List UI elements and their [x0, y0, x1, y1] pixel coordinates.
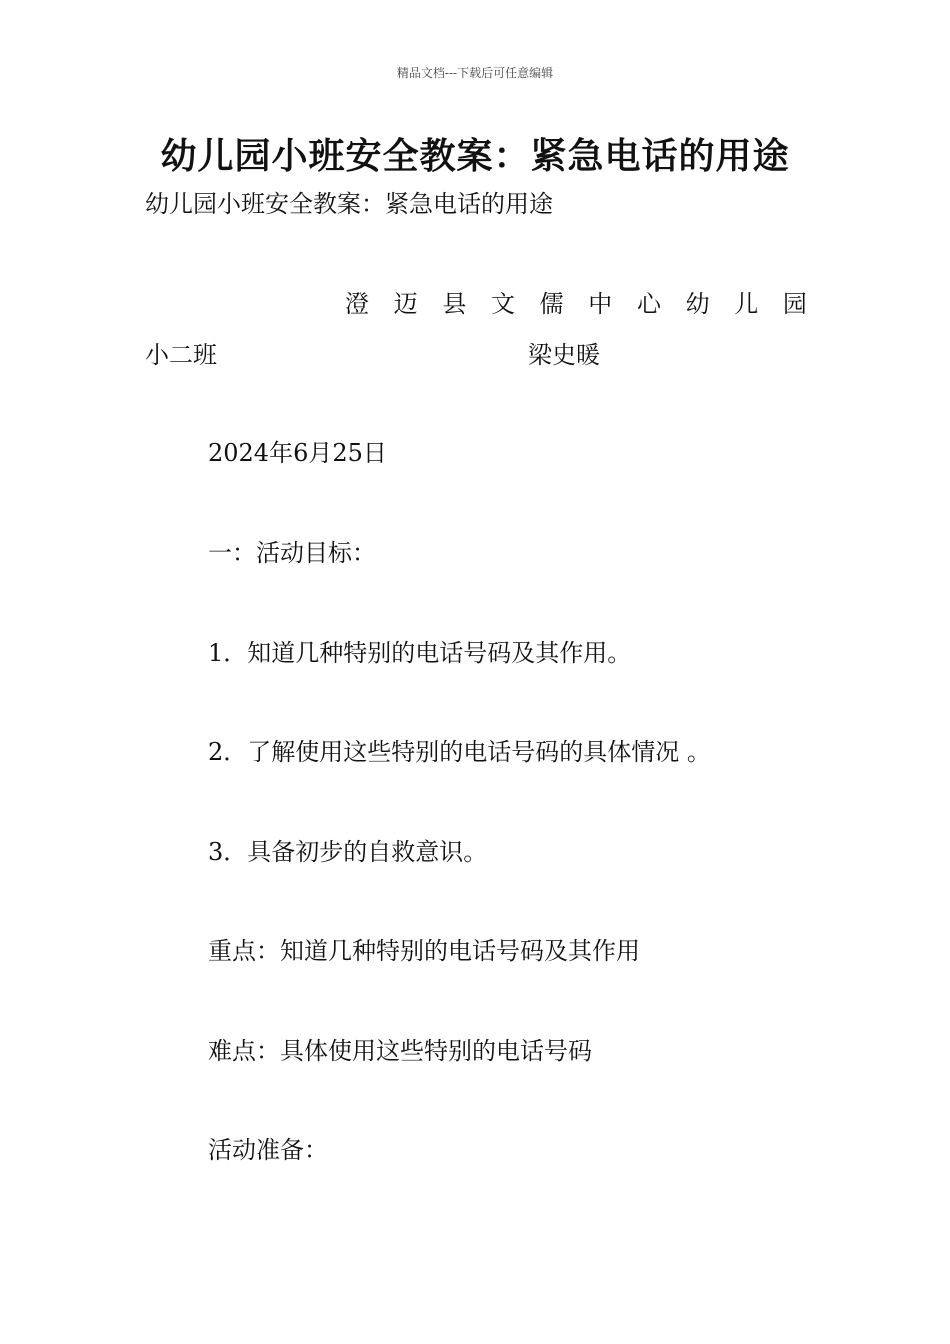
key-point: 重点：知道几种特别的电话号码及其作用: [208, 937, 640, 965]
school-name: [345, 284, 807, 319]
difficulty-point: 难点：具体使用这些特别的电话号码: [208, 1037, 592, 1065]
school-char: 心: [636, 290, 661, 318]
school-char: 幼: [685, 290, 710, 318]
class-name: 小二班: [145, 341, 217, 369]
school-char: 县: [442, 290, 467, 318]
school-char: 中: [588, 290, 613, 318]
goals-heading: 一：活动目标：: [208, 539, 376, 567]
document-title: 幼儿园小班安全教案：紧急电话的用途: [160, 136, 790, 177]
page-header: 精品文档---下载后可任意编辑: [396, 66, 554, 80]
school-char: 迈: [393, 290, 418, 318]
date-line: 2024年6月25日: [208, 439, 387, 467]
school-char: 儿: [734, 290, 759, 318]
author-name: 梁史暖: [528, 341, 600, 369]
goal-item: 3．具备初步的自救意识。: [208, 838, 488, 866]
preparation-heading: 活动准备：: [208, 1136, 328, 1164]
goal-item: 1．知道几种特别的电话号码及其作用。: [208, 639, 632, 667]
goal-item: 2．了解使用这些特别的电话号码的具体情况 。: [208, 738, 711, 766]
school-char: 澄: [345, 290, 369, 318]
school-char: 儒: [539, 290, 564, 318]
school-char: 文: [490, 290, 515, 318]
school-char: 园: [782, 290, 807, 318]
document-subtitle: 幼儿园小班安全教案：紧急电话的用途: [145, 190, 553, 218]
